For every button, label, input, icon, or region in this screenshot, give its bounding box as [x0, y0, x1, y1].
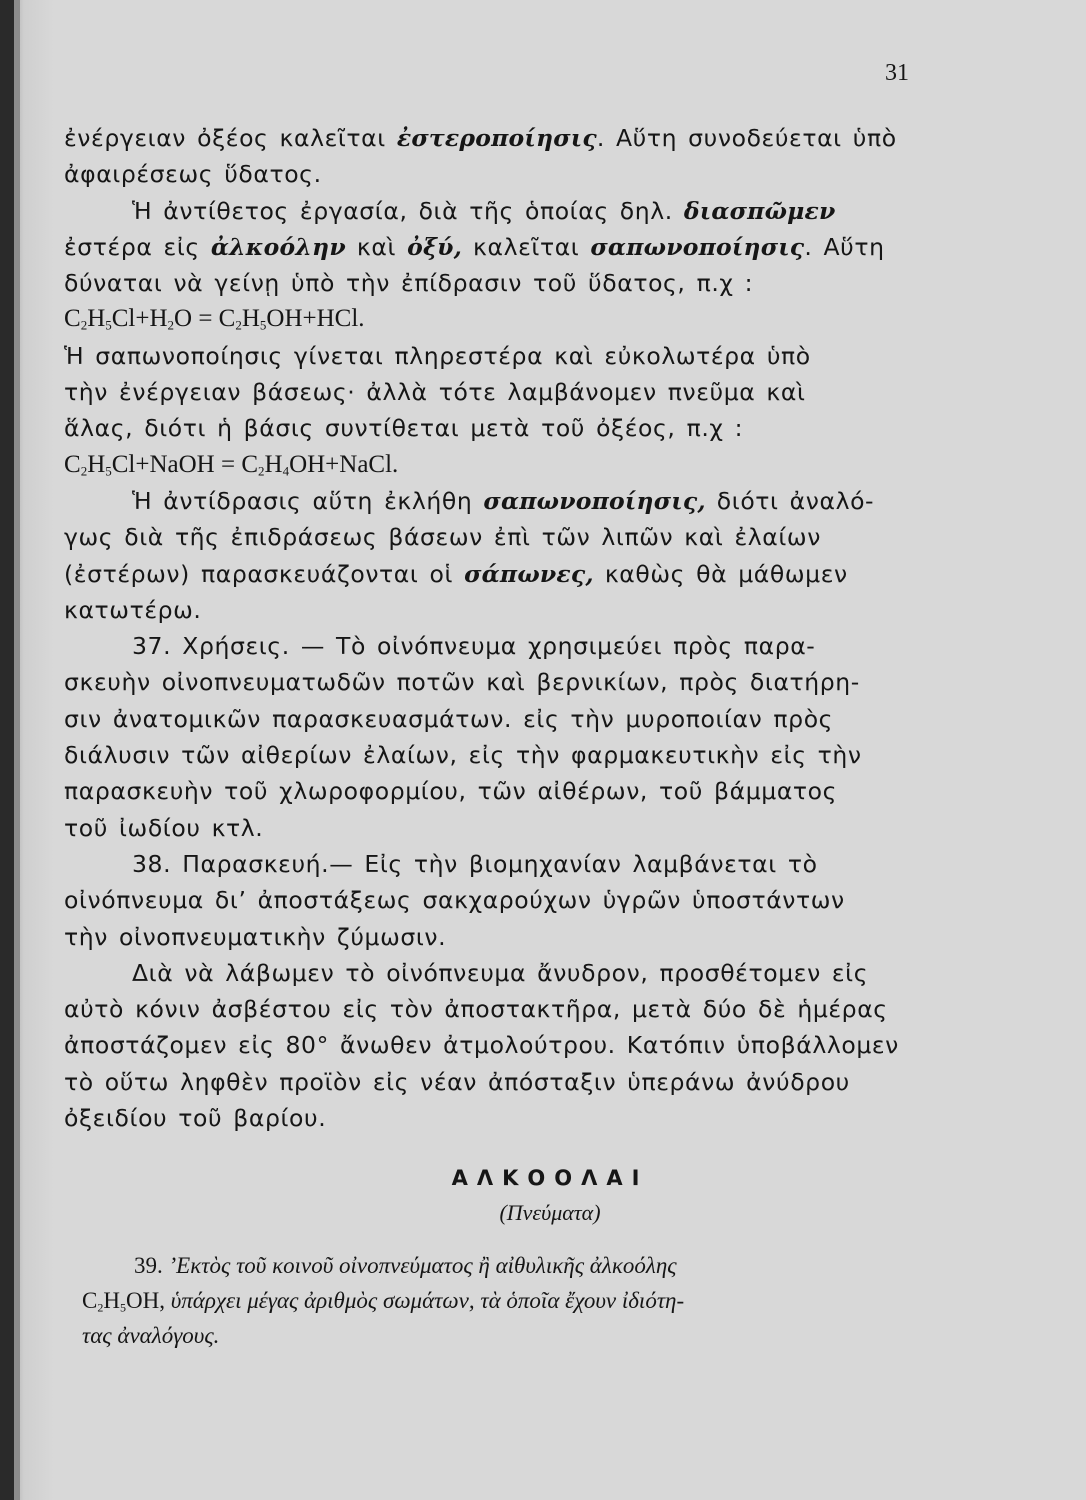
chemical-equation-saponification: $C_2H_5Cl+NaOH$ = $C_2H_4OH+NaCl$.: [64, 450, 399, 478]
paragraph-line: τὴν οἰνοπνευματικὴν ζύμωσιν.: [64, 922, 447, 951]
paragraph-line: τας ἀναλόγους.: [82, 1323, 220, 1348]
paragraph-line: σκευὴν οἰνοπνευματωδῶν ποτῶν καὶ βερνικίων, πρὸς διατήρη-: [64, 668, 860, 697]
paragraph-line: ἐνέργειαν ὀξέος καλεῖται ἐστεροποίησις. Αὕτη συνοδεύεται ὑπὸ: [64, 124, 897, 152]
term-saponopoiesis: σαπωνοποίησις: [590, 232, 805, 261]
paragraph-line: διάλυσιν τῶν αἰθερίων ἐλαίων, εἰς τὴν φαρμακευτικὴν εἰς τὴν: [64, 741, 862, 770]
paragraph-line: ὀξειδίου τοῦ βαρίου.: [64, 1104, 327, 1133]
term-oxy: ὀξύ,: [407, 232, 462, 261]
section-38: 38. Παρασκευή.— Εἰς τὴν βιομηχανίαν λαμβάνεται τὸ: [132, 849, 818, 878]
section-39: [82, 1248, 914, 1353]
term-saponopoiesis: σαπωνοποίησις,: [483, 486, 706, 515]
paragraph-line: (ἐστέρων) παρασκευάζονται οἱ σάπωνες, καθὼς θὰ μάθωμεν: [64, 559, 848, 588]
section-heading-chreseis: Χρήσεις.: [182, 632, 290, 661]
term-sapones: σάπωνες,: [464, 559, 594, 588]
paragraph-line: τοῦ ἰωδίου κτλ.: [64, 813, 264, 842]
paragraph-line: τὴν ἐνέργειαν βάσεως· ἀλλὰ τότε λαμβάνομεν πνεῦμα καὶ: [64, 378, 806, 407]
paragraph-line: κατωτέρω.: [64, 595, 202, 624]
chapter-heading: ΑΛΚΟΟΛΑΙ: [451, 1166, 649, 1190]
paragraph-line: $C_2H_5OH$, ὑπάρχει μέγας ἀριθμὸς σωμάτων, τὰ ὁποῖα ἔχουν ἰδιότη-: [82, 1288, 685, 1315]
paragraph-line: ἀφαιρέσεως ὕδατος.: [64, 160, 322, 189]
book-page: [14, 0, 1086, 1500]
section-heading-paraskeue: Παρασκευή.: [182, 849, 330, 878]
paragraph-line: γως διὰ τῆς ἐπιδράσεως βάσεων ἐπὶ τῶν λιπῶν καὶ ἐλαίων: [64, 523, 821, 552]
term-alkoolen: ἀλκοόλην: [210, 232, 346, 261]
paragraph-line: Ἡ ἀντίθετος ἐργασία, διὰ τῆς ὁποίας δηλ. διασπῶμεν: [132, 196, 836, 225]
chemical-equation-hydrolysis: $C_2H_5Cl+H_2O = C_2H_5OH+HCl$.: [64, 305, 365, 333]
page-number: 31: [885, 60, 909, 86]
paragraph-line: ἐστέρα εἰς ἀλκοόλην καὶ ὀξύ, καλεῖται σαπωνοποίησις. Αὕτη: [64, 232, 885, 261]
ethanol-formula: $C_2H_5OH$,: [82, 1288, 165, 1315]
paragraph-line: ἀποστάζομεν εἰς 80° ἄνωθεν ἀτμολούτρου. Κατόπιν ὑποβάλλομεν: [64, 1031, 899, 1060]
paragraph-line: οἰνόπνευμα δι’ ἀποστάξεως σακχαρούχων ὑγρῶν ὑποστάντων: [64, 886, 845, 915]
paragraph-line: αὐτὸ κόνιν ἀσβέστου εἰς τὸν ἀποστακτῆρα, μετὰ δύο δὲ ἡμέρας: [64, 995, 888, 1024]
body-text: [64, 120, 914, 1136]
paragraph-line: Ἡ ἀντίδρασις αὕτη ἐκλήθη σαπωνοποίησις, διότι ἀναλό-: [132, 486, 875, 515]
paragraph-line: παρασκευὴν τοῦ χλωροφορμίου, τῶν αἰθέρων, τοῦ βάμματος: [64, 777, 838, 806]
term-diaspomen: διασπῶμεν: [683, 196, 836, 225]
paragraph-line: δύναται νὰ γείνῃ ὑπὸ τὴν ἐπίδρασιν τοῦ ὕδατος, π.χ :: [64, 269, 754, 298]
paragraph-line: Ἡ σαπωνοποίησις γίνεται πληρεστέρα καὶ εὐκολωτέρα ὑπὸ: [64, 341, 811, 370]
paragraph-line: σιν ἀνατομικῶν παρασκευασμάτων. εἰς τὴν μυροποιίαν πρὸς: [64, 704, 834, 733]
paragraph-line: τὸ οὕτω ληφθὲν προϊὸν εἰς νέαν ἀπόσταξιν ὑπεράνω ἀνύδρου: [64, 1067, 850, 1096]
chapter-subheading: (Πνεύματα): [499, 1200, 601, 1225]
paragraph-line: ἅλας, διότι ἡ βάσις συντίθεται μετὰ τοῦ ὀξέος, π.χ :: [64, 414, 744, 443]
section-37: 37. Χρήσεις. — Τὸ οἰνόπνευμα χρησιμεύει πρὸς παρα-: [132, 632, 816, 661]
paragraph-line: Διὰ νὰ λάβωμεν τὸ οἰνόπνευμα ἄνυδρον, προσθέτομεν εἰς: [132, 958, 869, 987]
term-esteropoiesis: ἐστεροποίησις: [396, 124, 597, 152]
paragraph-line: 39. ’Εκτὸς τοῦ κοινοῦ οἰνοπνεύματος ἢ αἰθυλικῆς ἀλκοόλης: [134, 1253, 677, 1278]
